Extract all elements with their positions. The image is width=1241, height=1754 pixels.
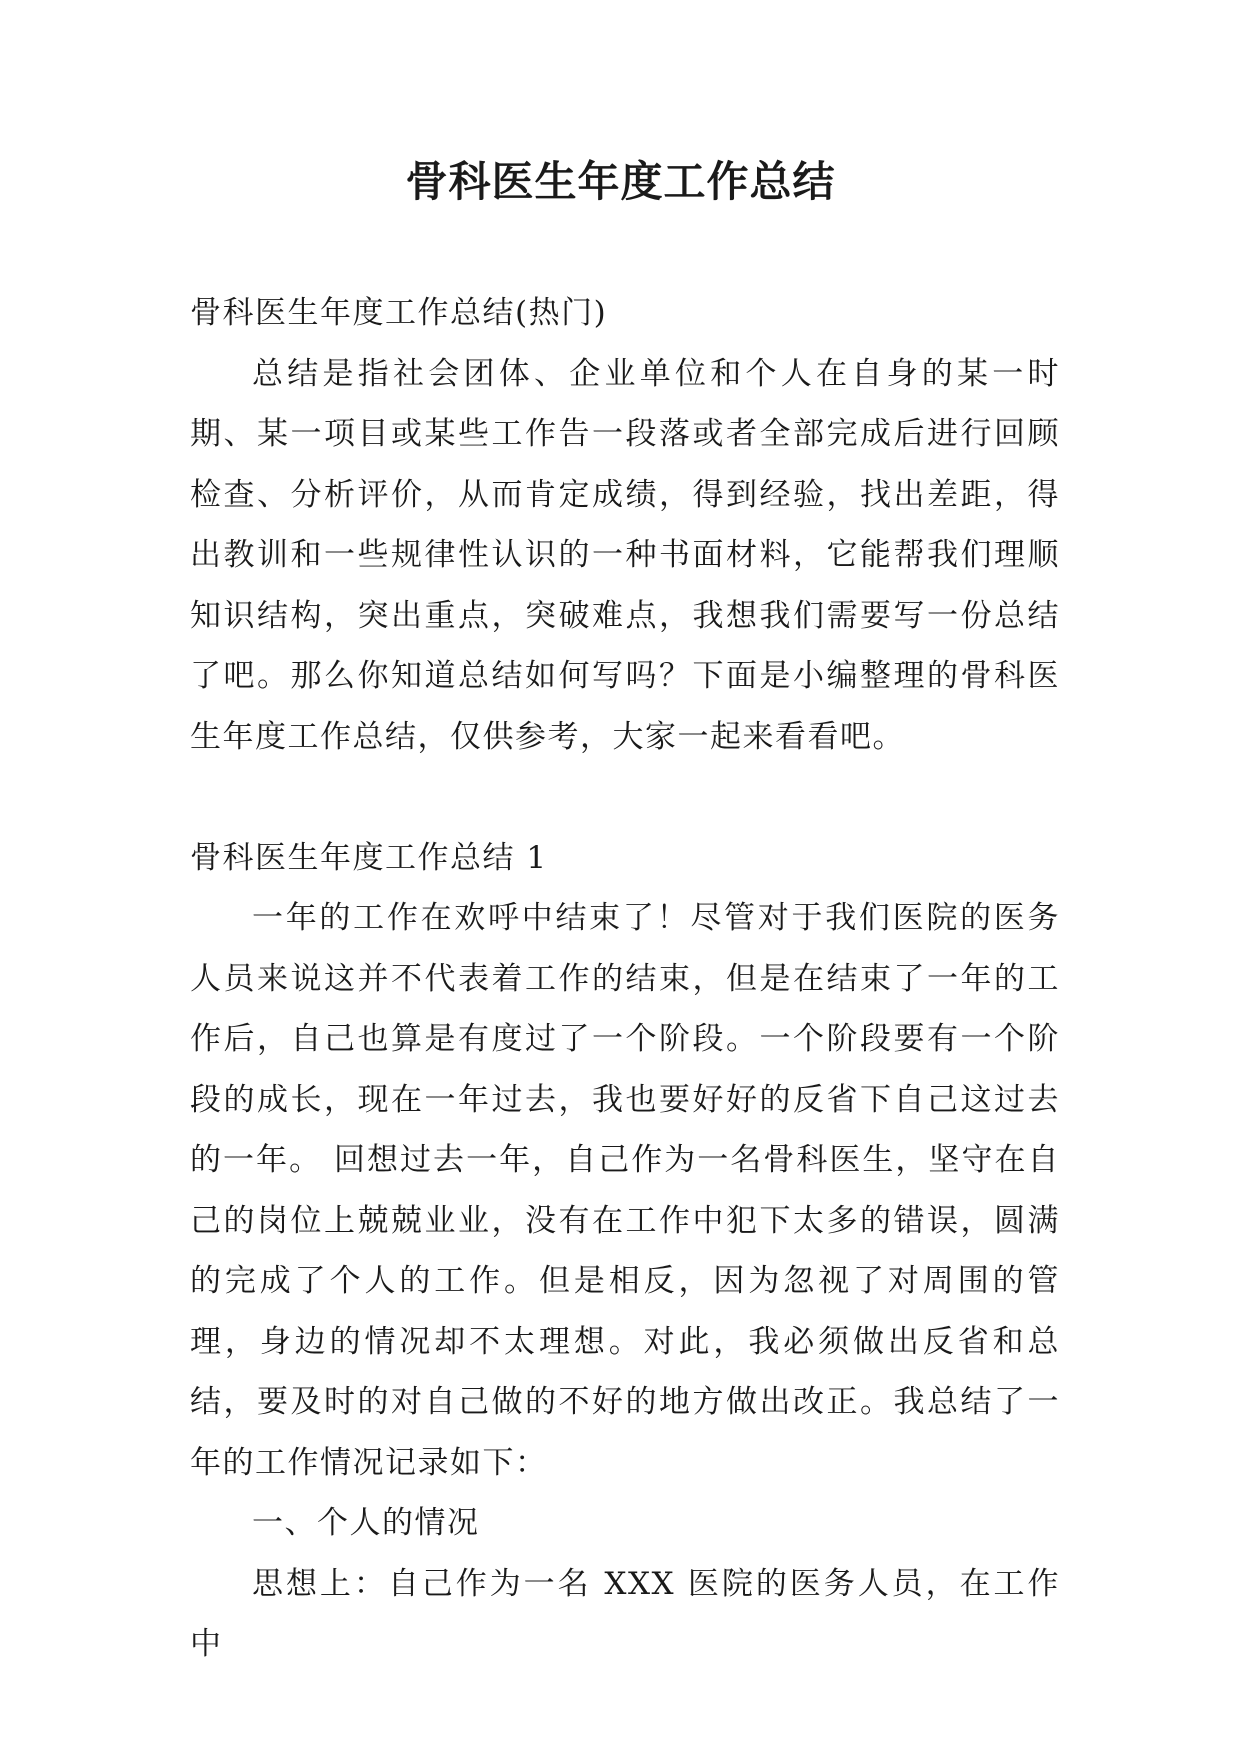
paragraph-spacer <box>190 767 1060 828</box>
item-paragraph: 思想上：自己作为一名 XXX 医院的医务人员，在工作中 <box>190 1565 1060 1662</box>
section-heading: 骨科医生年度工作总结 1 <box>190 839 548 876</box>
document-body <box>190 283 1060 1675</box>
item-heading: 一、个人的情况 <box>252 1505 480 1541</box>
intro-paragraph: 总结是指社会团体、企业单位和个人在自身的某一时期、某一项目或某些工作告一段落或者全部完成后进行回顾检查、分析评价，从而肯定成绩，得到经验，找出差距，得出教训和一些规律性认识的一种书面材料，它能帮我们理顺知识结构，突出重点，突破难点，我想我们需要写一份总结了吧。那么你知道总结如何写吗？下面是小编整理的骨科医生年度工作总结，仅供参考，大家一起来看看吧。 <box>190 355 1060 755</box>
document-title: 骨科医生年度工作总结 <box>405 157 836 206</box>
section-paragraph: 一年的工作在欢呼中结束了！尽管对于我们医院的医务人员来说这并不代表着工作的结束，但是在结束了一年的工作后，自己也算是有度过了一个阶段。一个阶段要有一个阶段的成长，现在一年过去，我也要好好的反省下自己这过去的一年。 回想过去一年，自己作为一名骨科医生，坚守在自己的岗位上兢兢业业，没有在工作中犯下太多的错误，圆满的完成了个人的工作。但是相反，因为忽视了对周围的管理，身边的情况却不太理想。对此，我必须做出反省和总结，要及时的对自己做的不好的地方做出改正。我总结了一年的工作情况记录如下： <box>190 900 1060 1481</box>
document-subtitle: 骨科医生年度工作总结(热门) <box>190 295 608 331</box>
